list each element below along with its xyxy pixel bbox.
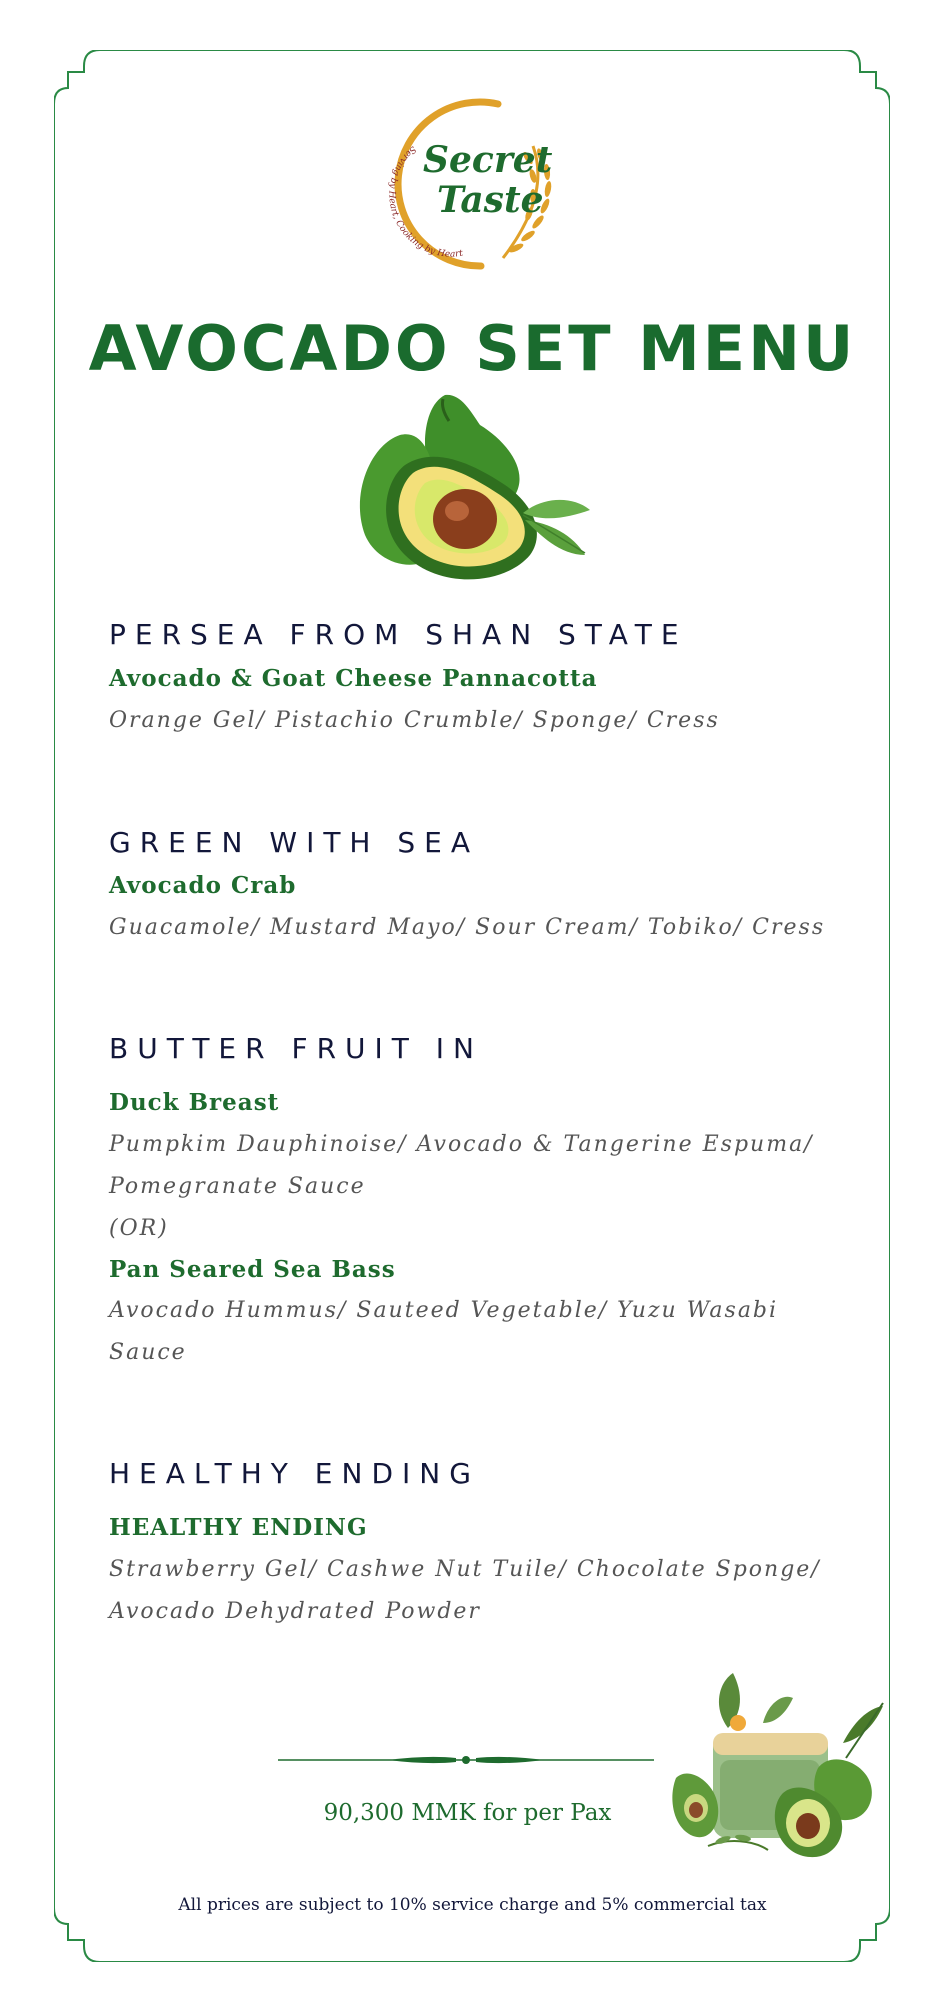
svg-text:Serving by Heart, Cooking by H [386,144,464,260]
ornamental-divider-icon [278,1752,654,1768]
section-heading-butter-fruit-in: BUTTER FRUIT IN [109,1032,483,1065]
menu-title: AVOCADO SET MENU [88,312,857,385]
tax-footnote: All prices are subject to 10% service charge and 5% commercial tax [178,1895,767,1915]
dish-name: HEALTHY ENDING [109,1514,368,1541]
logo-word-taste: Taste [437,179,544,221]
dish-description: Avocado Hummus/ Sauteed Vegetable/ Yuzu Wasabi Sauce [109,1298,779,1365]
avocado-illustration-icon [345,385,600,595]
logo-tagline-text: Serving by Heart, Cooking by Heart [386,143,464,260]
logo-word-secret: Secret [423,139,553,181]
dish-description: Strawberry Gel/ Cashwe Nut Tuile/ Chocolate Sponge/ Avocado Dehydrated Powder [109,1557,821,1624]
price-per-pax: 90,300 MMK for per Pax [323,1800,612,1826]
dish-name: Avocado & Goat Cheese Pannacotta [109,665,598,692]
secret-taste-logo [383,96,563,276]
ornamental-divider [278,1752,654,1768]
dish-name: Pan Seared Sea Bass [109,1256,396,1283]
menu-or-separator: (OR) [109,1216,169,1241]
section-heading-persea: PERSEA FROM SHAN STATE [109,618,688,651]
dish-name: Avocado Crab [109,872,297,899]
section-heading-green-with-sea: GREEN WITH SEA [109,826,480,859]
avocado-smoothie-illustration-icon [668,1668,890,1864]
corner-illustration [668,1668,890,1864]
section-heading-healthy-ending: HEALTHY ENDING [109,1457,480,1490]
avocado-illustration [345,385,600,595]
dish-description: Orange Gel/ Pistachio Crumble/ Sponge/ Cress [109,708,720,733]
dish-name: Duck Breast [109,1089,280,1116]
dish-description: Pumpkim Dauphinoise/ Avocado & Tangerine Espuma/ Pomegranate Sauce [109,1132,814,1199]
dish-description: Guacamole/ Mustard Mayo/ Sour Cream/ Tobiko/ Cress [109,915,826,940]
logo-tagline [383,96,563,276]
